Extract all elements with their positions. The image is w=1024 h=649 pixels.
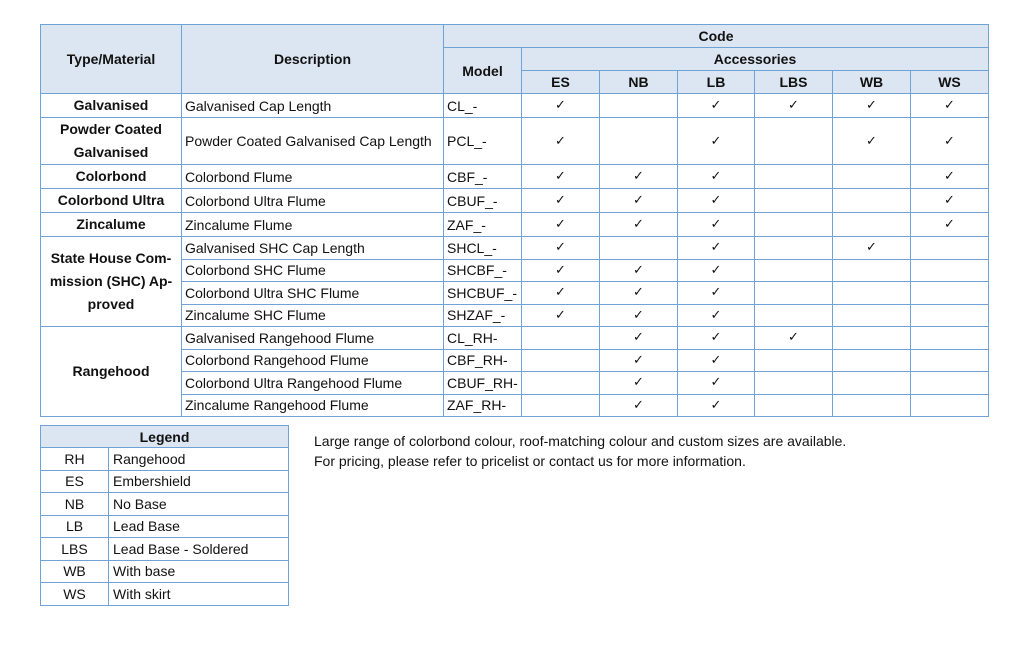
table-row (41, 327, 989, 350)
header-type-material: Type/Material (41, 25, 182, 94)
legend-meaning: Lead Base - Soldered (109, 538, 289, 561)
empty-cell (755, 237, 833, 260)
description-cell: Colorbond Ultra Flume (182, 189, 444, 213)
check-mark-icon: ✓ (522, 213, 600, 237)
check-mark-icon: ✓ (911, 165, 989, 189)
check-mark-icon: ✓ (522, 282, 600, 305)
empty-cell (911, 237, 989, 260)
empty-cell (522, 327, 600, 350)
header-accessory-code: WS (911, 71, 989, 94)
table-row (41, 118, 989, 165)
legend-meaning: No Base (109, 493, 289, 516)
empty-cell (911, 327, 989, 350)
table-row (41, 282, 989, 305)
check-mark-icon: ✓ (911, 189, 989, 213)
empty-cell (833, 372, 911, 395)
check-mark-icon: ✓ (678, 394, 755, 417)
empty-cell (600, 94, 678, 118)
empty-cell (833, 213, 911, 237)
check-mark-icon: ✓ (678, 304, 755, 327)
description-cell: Colorbond Ultra Rangehood Flume (182, 372, 444, 395)
check-mark-icon: ✓ (911, 94, 989, 118)
check-mark-icon: ✓ (678, 237, 755, 260)
legend-row (41, 470, 289, 493)
description-cell: Colorbond Flume (182, 165, 444, 189)
empty-cell (833, 189, 911, 213)
check-mark-icon: ✓ (678, 213, 755, 237)
legend-row (41, 560, 289, 583)
type-material-cell: Galvanised (41, 94, 182, 118)
legend-row (41, 515, 289, 538)
model-cell: SHZAF_- (444, 304, 522, 327)
empty-cell (833, 394, 911, 417)
product-table-body (41, 94, 989, 417)
table-row (41, 304, 989, 327)
legend-title: Legend (41, 426, 289, 448)
notes (314, 431, 846, 471)
check-mark-icon: ✓ (522, 118, 600, 165)
check-mark-icon: ✓ (678, 118, 755, 165)
legend-row (41, 448, 289, 471)
legend-meaning: With base (109, 560, 289, 583)
product-table (40, 24, 989, 417)
type-material-cell: Rangehood (41, 327, 182, 417)
check-mark-icon: ✓ (678, 349, 755, 372)
type-material-cell: Powder Coated Galvanised (41, 118, 182, 165)
empty-cell (833, 349, 911, 372)
type-material-cell: Colorbond Ultra (41, 189, 182, 213)
empty-cell (833, 165, 911, 189)
legend-code: LB (41, 515, 109, 538)
empty-cell (755, 118, 833, 165)
check-mark-icon: ✓ (522, 165, 600, 189)
legend-code: RH (41, 448, 109, 471)
check-mark-icon: ✓ (678, 165, 755, 189)
description-cell: Colorbond Ultra SHC Flume (182, 282, 444, 305)
table-row (41, 349, 989, 372)
check-mark-icon: ✓ (678, 259, 755, 282)
check-mark-icon: ✓ (911, 213, 989, 237)
check-mark-icon: ✓ (522, 304, 600, 327)
table-row (41, 165, 989, 189)
check-mark-icon: ✓ (522, 237, 600, 260)
empty-cell (911, 372, 989, 395)
check-mark-icon: ✓ (600, 327, 678, 350)
model-cell: PCL_- (444, 118, 522, 165)
legend-row (41, 493, 289, 516)
empty-cell (911, 349, 989, 372)
check-mark-icon: ✓ (678, 94, 755, 118)
table-row (41, 394, 989, 417)
type-material-cell: Zincalume (41, 213, 182, 237)
model-cell: CBF_RH- (444, 349, 522, 372)
check-mark-icon: ✓ (755, 327, 833, 350)
empty-cell (522, 394, 600, 417)
type-material-cell: Colorbond (41, 165, 182, 189)
model-cell: CBUF_- (444, 189, 522, 213)
empty-cell (833, 327, 911, 350)
header-accessory-code: LBS (755, 71, 833, 94)
description-cell: Zincalume Rangehood Flume (182, 394, 444, 417)
note-line: For pricing, please refer to pricelist or contact us for more information. (314, 453, 746, 469)
empty-cell (911, 304, 989, 327)
empty-cell (911, 394, 989, 417)
check-mark-icon: ✓ (600, 189, 678, 213)
description-cell: Colorbond Rangehood Flume (182, 349, 444, 372)
check-mark-icon: ✓ (833, 237, 911, 260)
legend-row (41, 583, 289, 606)
model-cell: SHCBF_- (444, 259, 522, 282)
check-mark-icon: ✓ (678, 372, 755, 395)
description-cell: Zincalume Flume (182, 213, 444, 237)
table-row (41, 94, 989, 118)
check-mark-icon: ✓ (522, 94, 600, 118)
model-cell: SHCBUF_- (444, 282, 522, 305)
legend-table (40, 425, 289, 606)
check-mark-icon: ✓ (522, 259, 600, 282)
table-row (41, 237, 989, 260)
legend-code: ES (41, 470, 109, 493)
empty-cell (600, 118, 678, 165)
empty-cell (833, 304, 911, 327)
legend-code: LBS (41, 538, 109, 561)
empty-cell (755, 165, 833, 189)
header-accessory-code: WB (833, 71, 911, 94)
check-mark-icon: ✓ (755, 94, 833, 118)
empty-cell (833, 282, 911, 305)
empty-cell (755, 282, 833, 305)
empty-cell (755, 372, 833, 395)
header-description: Description (182, 25, 444, 94)
check-mark-icon: ✓ (522, 189, 600, 213)
model-cell: SHCL_- (444, 237, 522, 260)
empty-cell (755, 189, 833, 213)
type-material-cell: State House Com-mission (SHC) Ap-proved (41, 237, 182, 327)
model-cell: CBF_- (444, 165, 522, 189)
check-mark-icon: ✓ (600, 165, 678, 189)
header-model: Model (444, 48, 522, 94)
check-mark-icon: ✓ (911, 118, 989, 165)
legend-code: WB (41, 560, 109, 583)
check-mark-icon: ✓ (678, 189, 755, 213)
legend-code: WS (41, 583, 109, 606)
table-row (41, 259, 989, 282)
header-accessory-code: NB (600, 71, 678, 94)
legend-meaning: Lead Base (109, 515, 289, 538)
header-accessory-code: LB (678, 71, 755, 94)
description-cell: Zincalume SHC Flume (182, 304, 444, 327)
check-mark-icon: ✓ (833, 118, 911, 165)
header-code: Code (444, 25, 989, 48)
empty-cell (522, 349, 600, 372)
check-mark-icon: ✓ (600, 372, 678, 395)
header-accessory-code: ES (522, 71, 600, 94)
empty-cell (911, 259, 989, 282)
empty-cell (833, 259, 911, 282)
model-cell: CL_RH- (444, 327, 522, 350)
check-mark-icon: ✓ (600, 304, 678, 327)
header-accessories: Accessories (522, 48, 989, 71)
legend-body (41, 448, 289, 606)
table-row (41, 189, 989, 213)
legend-row (41, 538, 289, 561)
empty-cell (600, 237, 678, 260)
table-row (41, 213, 989, 237)
check-mark-icon: ✓ (600, 259, 678, 282)
description-cell: Galvanised Rangehood Flume (182, 327, 444, 350)
description-cell: Colorbond SHC Flume (182, 259, 444, 282)
empty-cell (755, 394, 833, 417)
empty-cell (755, 304, 833, 327)
note-line: Large range of colorbond colour, roof-matching colour and custom sizes are available. (314, 433, 847, 449)
check-mark-icon: ✓ (600, 282, 678, 305)
model-cell: CL_- (444, 94, 522, 118)
description-cell: Galvanised SHC Cap Length (182, 237, 444, 260)
check-mark-icon: ✓ (600, 394, 678, 417)
check-mark-icon: ✓ (833, 94, 911, 118)
model-cell: CBUF_RH- (444, 372, 522, 395)
empty-cell (755, 259, 833, 282)
empty-cell (755, 213, 833, 237)
legend-meaning: Rangehood (109, 448, 289, 471)
description-cell: Galvanised Cap Length (182, 94, 444, 118)
legend-meaning: With skirt (109, 583, 289, 606)
empty-cell (911, 282, 989, 305)
table-row (41, 372, 989, 395)
description-cell: Powder Coated Galvanised Cap Length (182, 118, 444, 165)
check-mark-icon: ✓ (678, 327, 755, 350)
empty-cell (522, 372, 600, 395)
legend-meaning: Embershield (109, 470, 289, 493)
legend-code: NB (41, 493, 109, 516)
empty-cell (755, 349, 833, 372)
model-cell: ZAF_RH- (444, 394, 522, 417)
model-cell: ZAF_- (444, 213, 522, 237)
check-mark-icon: ✓ (600, 213, 678, 237)
check-mark-icon: ✓ (678, 282, 755, 305)
check-mark-icon: ✓ (600, 349, 678, 372)
